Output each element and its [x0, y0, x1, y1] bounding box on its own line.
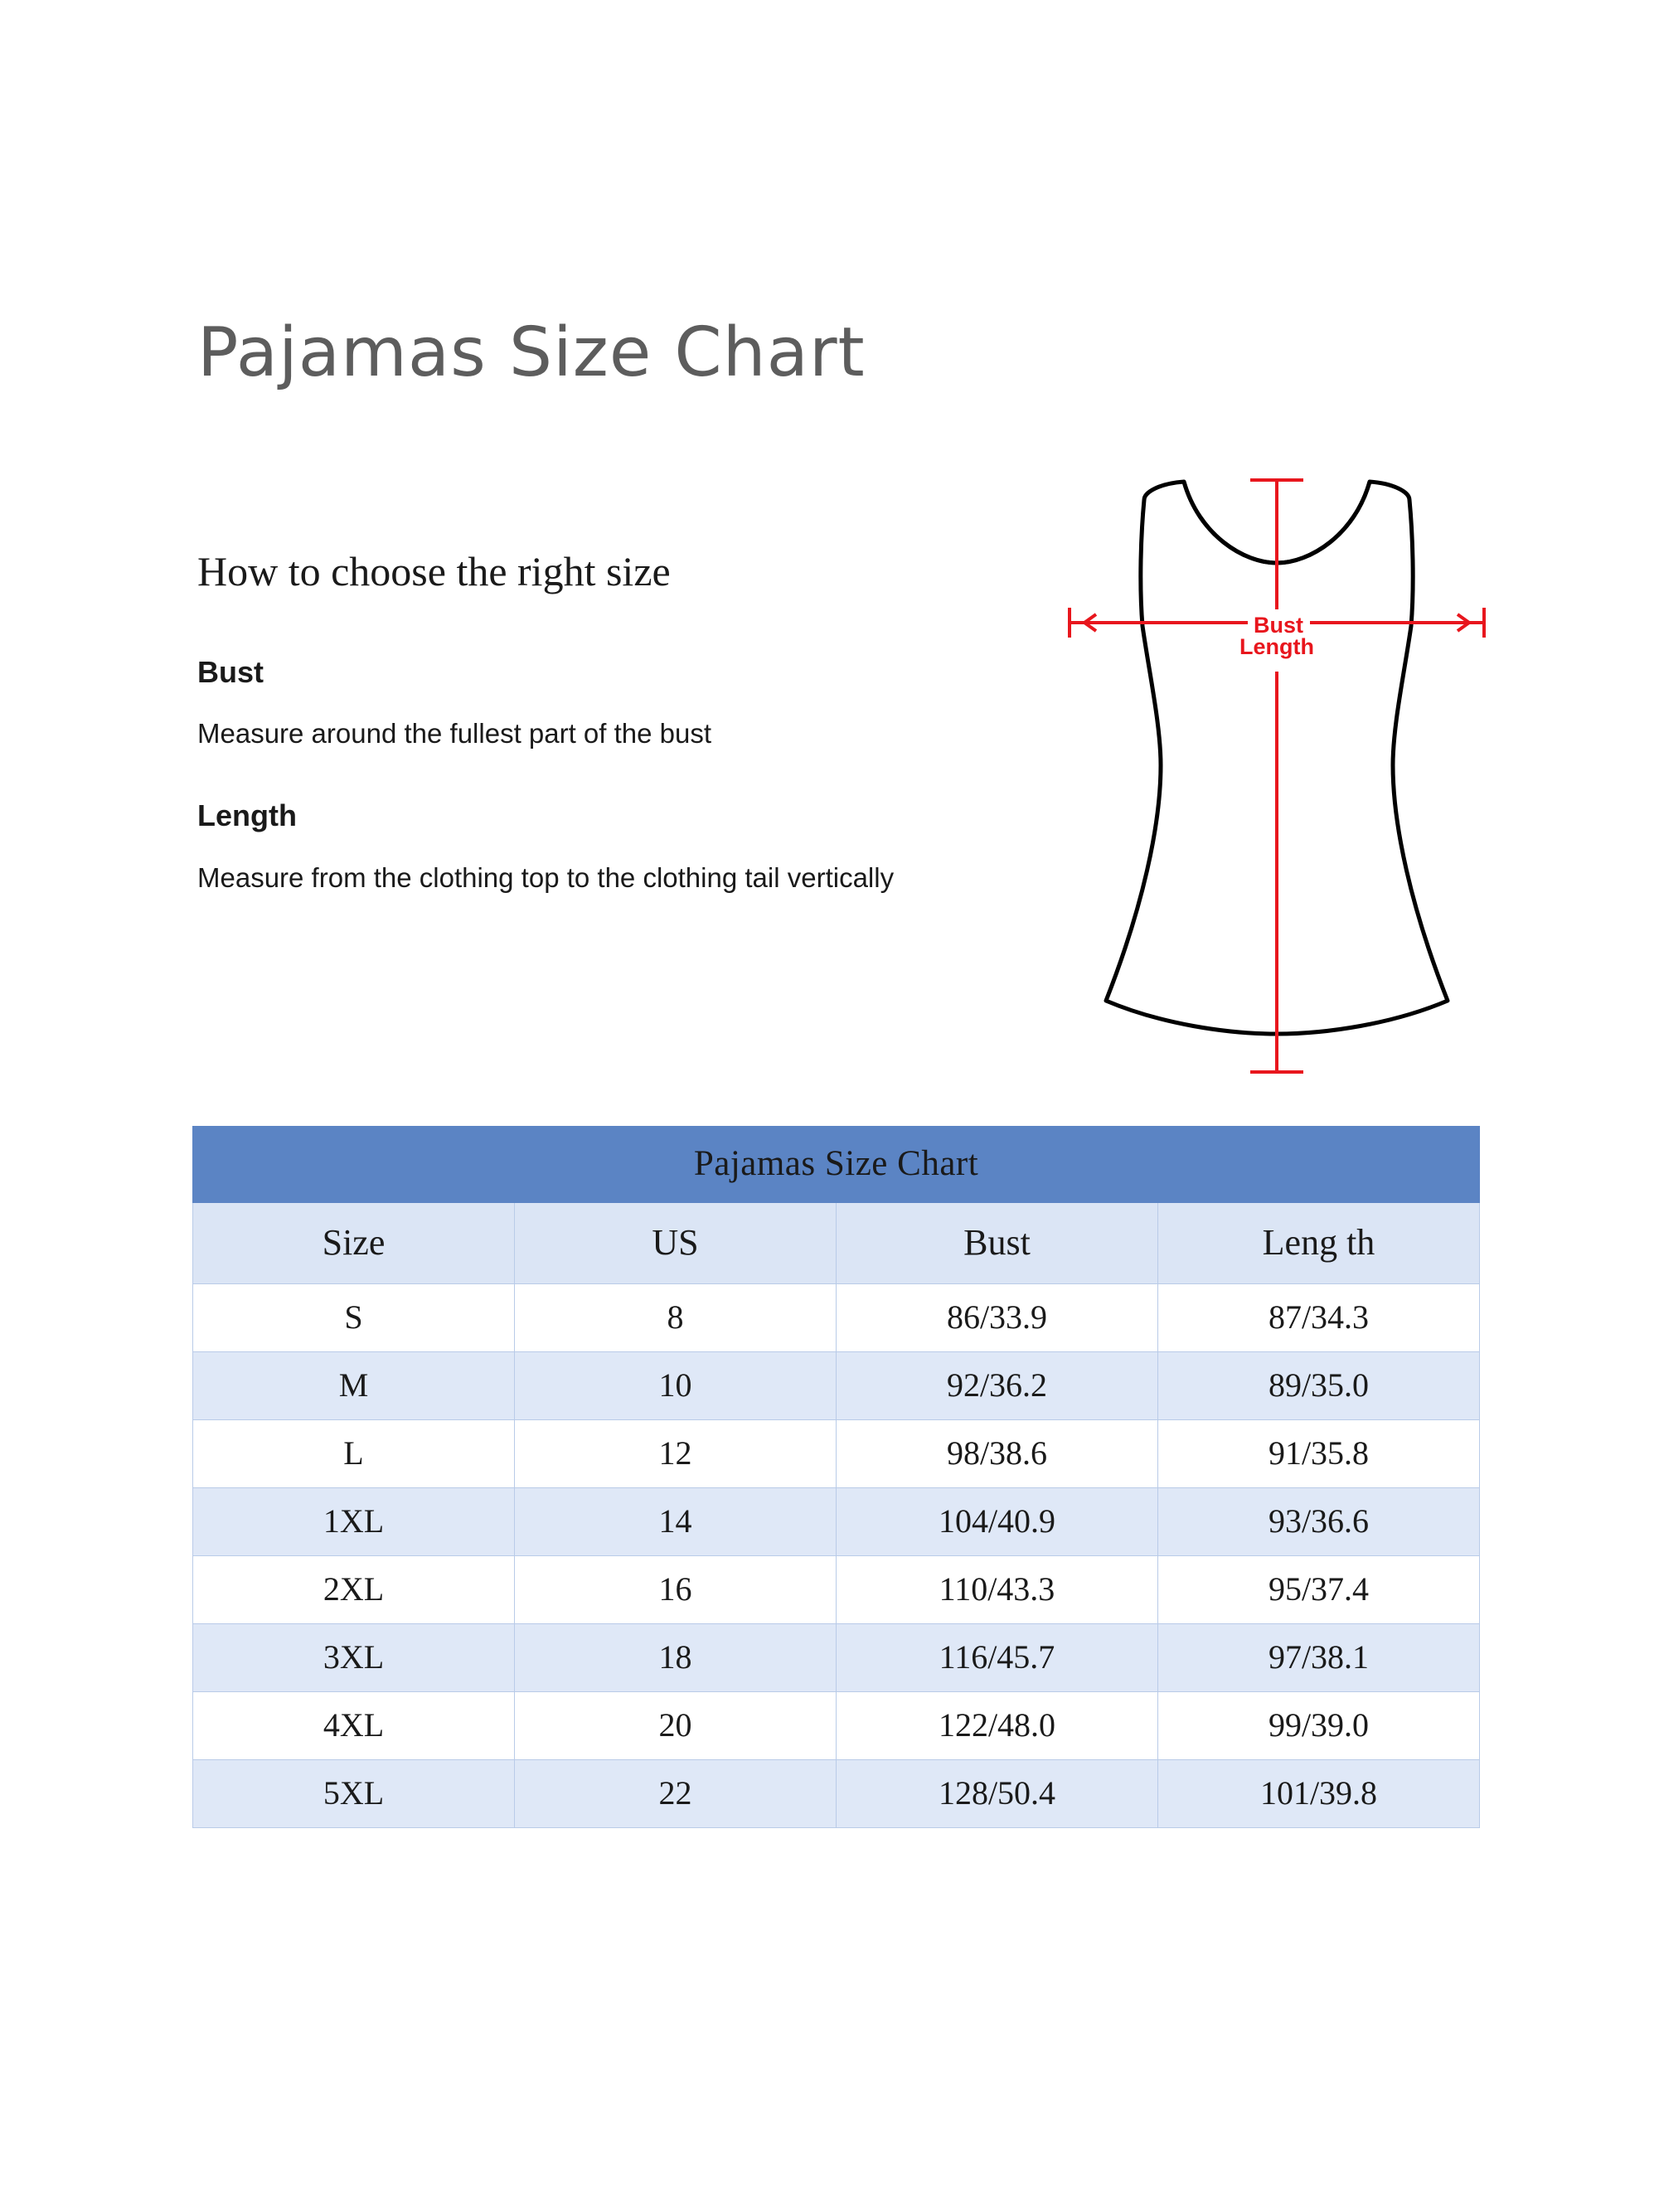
length-description: Measure from the clothing top to the clothing tail vertically [197, 862, 895, 893]
cell-size: 5XL [193, 1760, 515, 1828]
cell-length: 99/39.0 [1158, 1692, 1480, 1760]
cell-us: 8 [515, 1284, 837, 1352]
table-row [193, 1760, 1480, 1828]
howto-heading: How to choose the right size [197, 548, 671, 594]
table-row [193, 1284, 1480, 1352]
cell-us: 22 [515, 1760, 837, 1828]
cell-length: 101/39.8 [1158, 1760, 1480, 1828]
table-banner-row [193, 1127, 1480, 1203]
cell-us: 16 [515, 1556, 837, 1624]
cell-size: 2XL [193, 1556, 515, 1624]
size-table [192, 1126, 1480, 1828]
cell-length: 93/36.6 [1158, 1488, 1480, 1556]
cell-bust: 122/48.0 [837, 1692, 1158, 1760]
table-row [193, 1692, 1480, 1760]
cell-us: 12 [515, 1420, 837, 1488]
cell-length: 97/38.1 [1158, 1624, 1480, 1692]
column-header-size: Size [193, 1203, 515, 1284]
column-header-us: US [515, 1203, 837, 1284]
table-row [193, 1352, 1480, 1420]
cell-bust: 86/33.9 [837, 1284, 1158, 1352]
cell-length: 87/34.3 [1158, 1284, 1480, 1352]
cell-size: 3XL [193, 1624, 515, 1692]
column-header-bust: Bust [837, 1203, 1158, 1284]
column-header-length: Leng th [1158, 1203, 1480, 1284]
table-row [193, 1488, 1480, 1556]
table-row [193, 1420, 1480, 1488]
bust-label: Bust [197, 655, 264, 689]
cell-size: M [193, 1352, 515, 1420]
page-title: Pajamas Size Chart [197, 313, 866, 392]
bust-caption: Bust [1254, 613, 1303, 638]
cell-us: 20 [515, 1692, 837, 1760]
garment-diagram [1036, 477, 1517, 1082]
table-title: Pajamas Size Chart [193, 1127, 1480, 1203]
table-header-row [193, 1203, 1480, 1284]
cell-length: 95/37.4 [1158, 1556, 1480, 1624]
cell-size: 4XL [193, 1692, 515, 1760]
cell-size: L [193, 1420, 515, 1488]
cell-bust: 98/38.6 [837, 1420, 1158, 1488]
cell-us: 14 [515, 1488, 837, 1556]
cell-bust: 110/43.3 [837, 1556, 1158, 1624]
table-row [193, 1624, 1480, 1692]
bust-description: Measure around the fullest part of the bust [197, 718, 712, 749]
length-label: Length [197, 798, 297, 832]
cell-size: S [193, 1284, 515, 1352]
size-table-wrapper [192, 1126, 1480, 1828]
cell-bust: 116/45.7 [837, 1624, 1158, 1692]
cell-us: 10 [515, 1352, 837, 1420]
cell-length: 89/35.0 [1158, 1352, 1480, 1420]
table-row [193, 1556, 1480, 1624]
cell-bust: 128/50.4 [837, 1760, 1158, 1828]
cell-size: 1XL [193, 1488, 515, 1556]
cell-us: 18 [515, 1624, 837, 1692]
length-caption: Length [1239, 634, 1314, 659]
cell-bust: 92/36.2 [837, 1352, 1158, 1420]
cell-length: 91/35.8 [1158, 1420, 1480, 1488]
cell-bust: 104/40.9 [837, 1488, 1158, 1556]
